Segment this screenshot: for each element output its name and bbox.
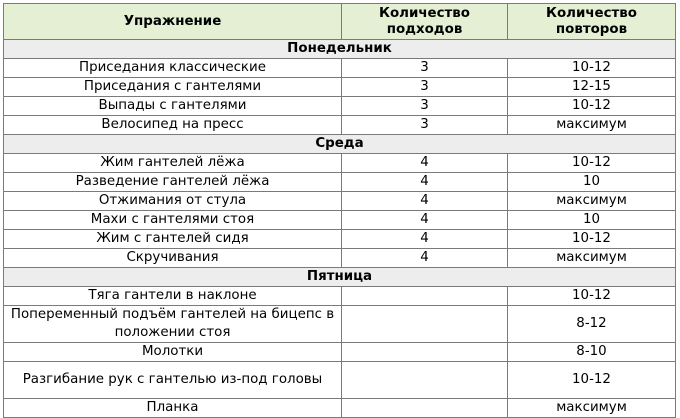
sets-cell	[342, 399, 508, 418]
reps-cell: 8-10	[508, 343, 676, 362]
reps-cell: 10-12	[508, 59, 676, 78]
exercise-cell: Жим гантелей лёжа	[4, 154, 342, 173]
workout-table	[3, 3, 676, 418]
table-row	[4, 343, 676, 362]
table-row	[4, 362, 676, 399]
reps-cell: 10-12	[508, 230, 676, 249]
table-row	[4, 211, 676, 230]
table-row	[4, 230, 676, 249]
sets-cell: 3	[342, 59, 508, 78]
table-row	[4, 78, 676, 97]
exercise-cell: Тяга гантели в наклоне	[4, 287, 342, 306]
reps-cell: 10	[508, 173, 676, 192]
sets-cell: 4	[342, 192, 508, 211]
header-row	[4, 4, 676, 40]
day-label: Понедельник	[4, 40, 676, 59]
exercise-cell: Попеременный подъём гантелей на бицепс в положении стоя	[4, 306, 342, 343]
day-label: Пятница	[4, 268, 676, 287]
table-row	[4, 287, 676, 306]
exercise-cell: Разведение гантелей лёжа	[4, 173, 342, 192]
reps-cell: 10-12	[508, 97, 676, 116]
reps-cell: максимум	[508, 399, 676, 418]
sets-cell: 4	[342, 249, 508, 268]
table-row	[4, 249, 676, 268]
exercise-cell: Отжимания от стула	[4, 192, 342, 211]
sets-cell: 4	[342, 154, 508, 173]
sets-cell: 3	[342, 78, 508, 97]
table-row	[4, 306, 676, 343]
sets-cell: 3	[342, 116, 508, 135]
exercise-cell: Махи с гантелями стоя	[4, 211, 342, 230]
table-row	[4, 116, 676, 135]
sets-cell	[342, 287, 508, 306]
table-row	[4, 192, 676, 211]
exercise-cell: Велосипед на пресс	[4, 116, 342, 135]
header-sets: Количество подходов	[342, 4, 508, 40]
sets-cell: 4	[342, 230, 508, 249]
header-reps: Количество повторов	[508, 4, 676, 40]
sets-cell: 4	[342, 173, 508, 192]
sets-cell: 4	[342, 211, 508, 230]
sets-cell	[342, 343, 508, 362]
day-row-friday	[4, 268, 676, 287]
sets-cell	[342, 362, 508, 399]
reps-cell: максимум	[508, 116, 676, 135]
exercise-cell: Приседания с гантелями	[4, 78, 342, 97]
table-row	[4, 97, 676, 116]
exercise-cell: Приседания классические	[4, 59, 342, 78]
day-label: Среда	[4, 135, 676, 154]
day-row-monday	[4, 40, 676, 59]
exercise-cell: Жим с гантелей сидя	[4, 230, 342, 249]
exercise-cell: Планка	[4, 399, 342, 418]
reps-cell: 12-15	[508, 78, 676, 97]
table-row	[4, 173, 676, 192]
reps-cell: максимум	[508, 192, 676, 211]
exercise-cell: Молотки	[4, 343, 342, 362]
exercise-cell: Разгибание рук с гантелью из-под головы	[4, 362, 342, 399]
table-row	[4, 399, 676, 418]
reps-cell: максимум	[508, 249, 676, 268]
header-exercise: Упражнение	[4, 4, 342, 40]
reps-cell: 10-12	[508, 362, 676, 399]
day-row-wednesday	[4, 135, 676, 154]
reps-cell: 8-12	[508, 306, 676, 343]
reps-cell: 10-12	[508, 154, 676, 173]
reps-cell: 10	[508, 211, 676, 230]
reps-cell: 10-12	[508, 287, 676, 306]
table-row	[4, 154, 676, 173]
exercise-cell: Выпады с гантелями	[4, 97, 342, 116]
table-row	[4, 59, 676, 78]
sets-cell	[342, 306, 508, 343]
exercise-cell: Скручивания	[4, 249, 342, 268]
sets-cell: 3	[342, 97, 508, 116]
